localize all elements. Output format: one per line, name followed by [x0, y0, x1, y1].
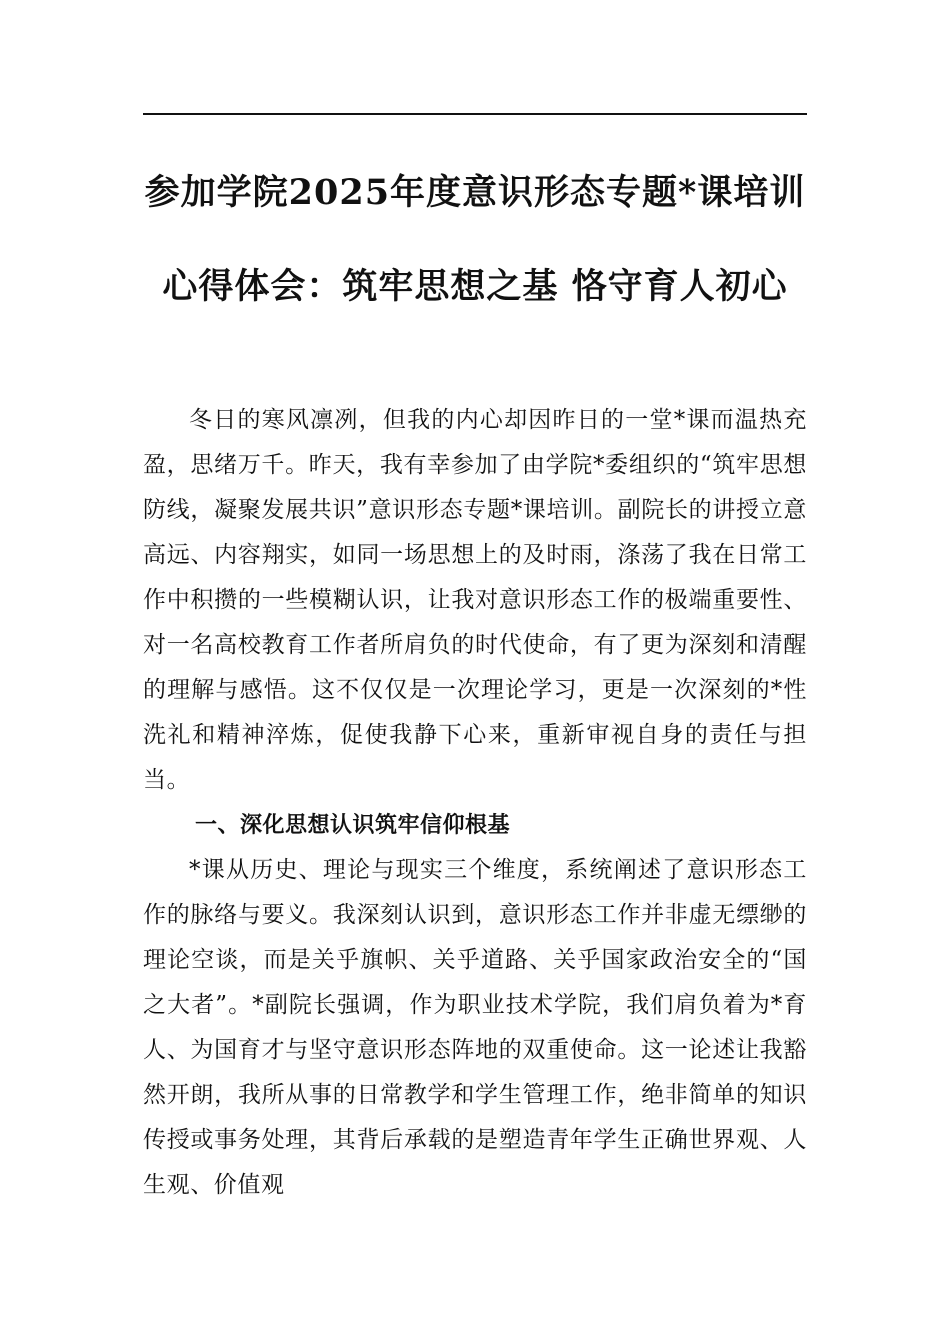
header-rule — [143, 113, 807, 115]
document-body — [143, 398, 807, 1208]
section-heading: 一、深化思想认识筑牢信仰根基 — [195, 813, 511, 838]
document-title-line-1: 参加学院2025年度意识形态专题*课培训 — [144, 172, 806, 213]
document-title-line-2: 心得体会：筑牢思想之基 恪守育人初心 — [162, 266, 788, 307]
section-paragraph: *课从历史、理论与现实三个维度，系统阐述了意识形态工作的脉络与要义。我深刻认识到，意识形态工作并非虚无缥缈的理论空谈，而是关乎旗帜、关乎道路、关乎国家政治安全的“国之大者”。*副院长强调，作为职业技术学院，我们肩负着为*育人、为国育才与坚守意识形态阵地的双重使命。这一论述让我豁然开朗，我所从事的日常教学和学生管理工作，绝非简单的知识传授或事务处理，其背后承载的是塑造青年学生正确世界观、人生观、价值观 — [143, 857, 807, 1198]
intro-paragraph: 冬日的寒风凛冽，但我的内心却因昨日的一堂*课而温热充盈，思绪万千。昨天，我有幸参加了由学院*委组织的“筑牢思想防线，凝聚发展共识”意识形态专题*课培训。副院长的讲授立意高远、内容翔实，如同一场思想上的及时雨，涤荡了我在日常工作中积攒的一些模糊认识，让我对意识形态工作的极端重要性、对一名高校教育工作者所肩负的时代使命，有了更为深刻和清醒的理解与感悟。这不仅仅是一次理论学习，更是一次深刻的*性洗礼和精神淬炼，促使我静下心来，重新审视自身的责任与担当。 — [143, 407, 807, 793]
